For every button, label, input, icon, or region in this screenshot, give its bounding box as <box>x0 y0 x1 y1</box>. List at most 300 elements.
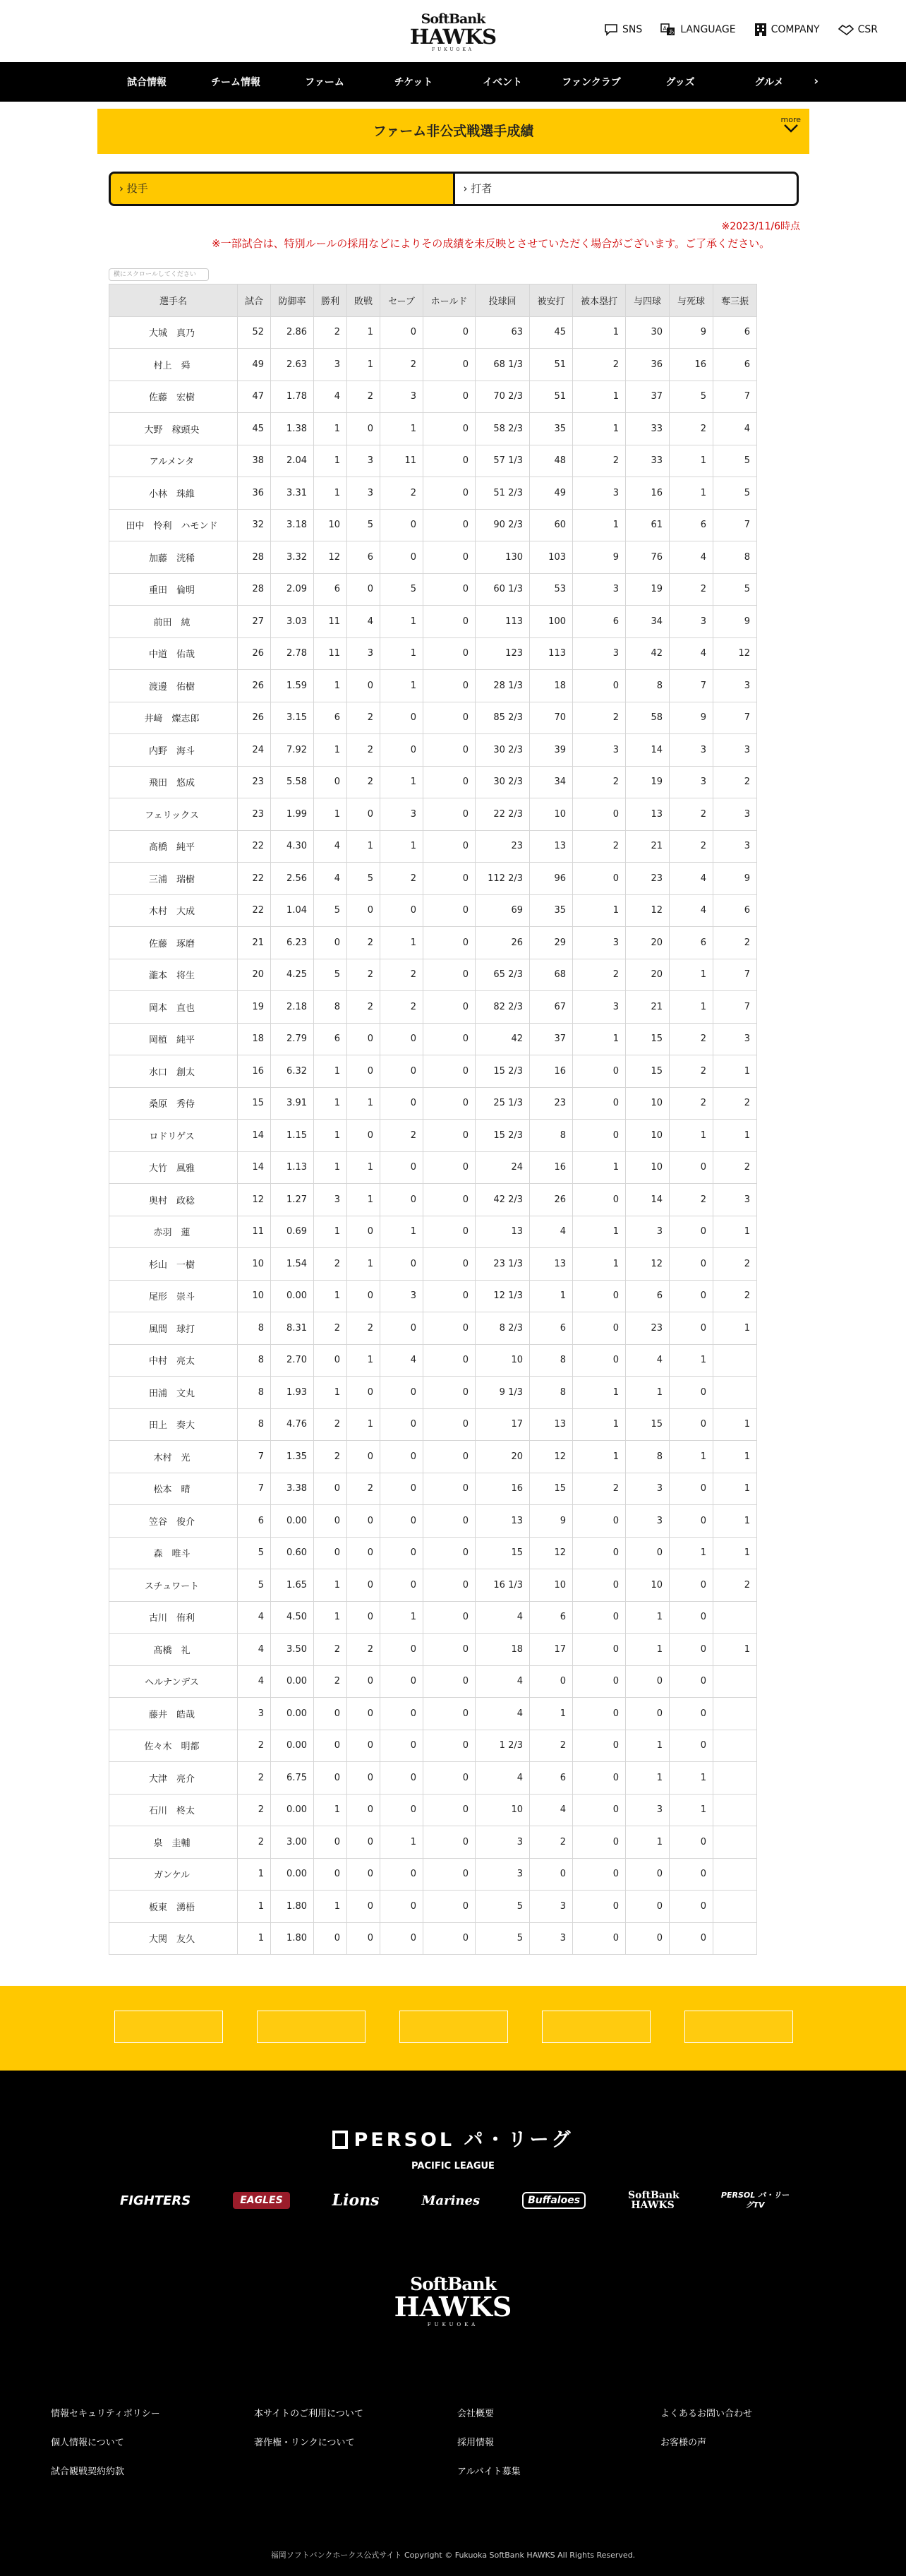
stat-cell: 1 <box>573 1441 626 1473</box>
stat-cell: 0 <box>380 1441 423 1473</box>
stat-cell: 0 <box>347 1698 380 1730</box>
player-name-cell: 加藤 洸稀 <box>109 541 238 574</box>
stat-cell: 0 <box>423 1441 476 1473</box>
stat-cell: 0 <box>670 1922 713 1955</box>
nav-item-events[interactable]: イベント <box>483 77 522 88</box>
nav-item-games[interactable]: 試合情報 <box>127 77 167 88</box>
stat-cell: 4 <box>670 894 713 927</box>
table-row <box>109 349 757 381</box>
table-row <box>109 1408 757 1441</box>
table-row <box>109 1698 757 1730</box>
stat-cell: 0 <box>670 1151 713 1184</box>
stat-cell: 1.99 <box>271 798 314 831</box>
stat-cell: 2 <box>380 959 423 991</box>
stat-cell: 0 <box>380 894 423 927</box>
player-name-cell: 佐藤 宏樹 <box>109 381 238 413</box>
stat-cell: 3 <box>713 1184 757 1216</box>
stat-cell: 4 <box>626 1344 670 1377</box>
stat-cell: 0 <box>380 1184 423 1216</box>
stat-cell: 0 <box>380 1762 423 1795</box>
stat-cell: 67 <box>530 991 573 1024</box>
player-name-cell: 重田 倫明 <box>109 573 238 606</box>
stat-cell: 0 <box>626 1698 670 1730</box>
player-name-cell: 中村 亮太 <box>109 1344 238 1377</box>
stat-cell: 112 2/3 <box>476 863 530 895</box>
stat-cell: 2 <box>670 1055 713 1088</box>
stat-cell: 6 <box>238 1505 271 1538</box>
stat-cell: 1 <box>314 798 347 831</box>
footer-link[interactable]: 会社概要 <box>457 2409 495 2419</box>
stat-cell: 10 <box>476 1794 530 1826</box>
table-row <box>109 1312 757 1345</box>
player-name-cell: 三浦 瑞樹 <box>109 863 238 895</box>
player-name-cell: 小林 珠維 <box>109 477 238 510</box>
stat-cell: 1 <box>670 445 713 477</box>
stat-cell: 1 <box>530 1280 573 1312</box>
global-nav <box>0 62 906 102</box>
player-name-cell: 風間 球打 <box>109 1312 238 1345</box>
header-link-company[interactable]: COMPANY <box>754 23 820 37</box>
chevron-right-icon: › <box>463 182 471 195</box>
stat-cell: 1.38 <box>271 413 314 445</box>
stat-cell: 0 <box>670 1698 713 1730</box>
footer-link[interactable]: 著作権・リンクについて <box>254 2438 355 2448</box>
table-header-row <box>109 284 757 317</box>
table-row <box>109 1120 757 1152</box>
table-row <box>109 1858 757 1891</box>
stat-cell: 0 <box>314 1344 347 1377</box>
stat-cell: 69 <box>476 894 530 927</box>
player-name-cell: 渡邊 佑樹 <box>109 670 238 702</box>
stat-cell: 0 <box>423 1184 476 1216</box>
stat-cell: 8 <box>238 1312 271 1345</box>
stat-cell: 9 1/3 <box>476 1377 530 1409</box>
stat-cell: 0 <box>380 1698 423 1730</box>
stat-cell: 34 <box>626 606 670 638</box>
stat-cell <box>713 1344 757 1377</box>
team-logo-fighters[interactable]: FIGHTERS <box>120 2193 191 2208</box>
stat-cell: 4 <box>238 1601 271 1634</box>
stat-cell: 0.00 <box>271 1698 314 1730</box>
footer-link[interactable]: 本サイトのご利用について <box>254 2409 363 2419</box>
stat-cell: 1 <box>314 1055 347 1088</box>
stat-cell: 0 <box>347 1505 380 1538</box>
stat-cell: 0 <box>347 1891 380 1923</box>
stat-cell: 1 <box>314 1120 347 1152</box>
footer-link[interactable]: 採用情報 <box>457 2438 495 2448</box>
stat-cell: 4.50 <box>271 1601 314 1634</box>
stat-cell: 0 <box>670 1665 713 1698</box>
stat-cell: 3 <box>713 1023 757 1055</box>
stat-cell: 3 <box>670 734 713 767</box>
footer-link[interactable]: よくあるお問い合わせ <box>660 2409 753 2419</box>
stat-cell: 2 <box>347 702 380 734</box>
stat-cell: 15 <box>476 1537 530 1569</box>
footer-link[interactable]: お客様の声 <box>660 2438 707 2448</box>
stat-cell: 2 <box>713 766 757 798</box>
stat-cell: 4 <box>670 863 713 895</box>
stat-cell <box>713 1665 757 1698</box>
stat-cell: 1 <box>626 1826 670 1859</box>
player-name-cell: ガンケル <box>109 1858 238 1891</box>
stat-cell: 82 2/3 <box>476 991 530 1024</box>
stat-cell: 0 <box>347 1216 380 1248</box>
footer-link[interactable]: 試合観戦契約約款 <box>51 2467 125 2477</box>
stat-cell: 5 <box>347 509 380 541</box>
footer-link[interactable]: 個人情報について <box>51 2438 124 2448</box>
stat-cell: 0 <box>347 573 380 606</box>
nav-item-goods[interactable]: グッズ <box>665 77 695 88</box>
stat-cell: 9 <box>670 316 713 349</box>
stat-cell: 96 <box>530 863 573 895</box>
stat-cell: 22 2/3 <box>476 798 530 831</box>
player-name-cell: ロドリゲス <box>109 1120 238 1152</box>
stat-cell: 6 <box>573 606 626 638</box>
stat-cell: 100 <box>530 606 573 638</box>
banner-4[interactable] <box>542 2011 651 2043</box>
stat-cell: 23 <box>626 863 670 895</box>
stat-cell: 1 <box>670 1120 713 1152</box>
table-row <box>109 959 757 991</box>
stat-cell: 2 <box>238 1730 271 1762</box>
footer-link[interactable]: 情報セキュリティポリシー <box>51 2409 160 2419</box>
stat-cell: 1 <box>347 1344 380 1377</box>
stat-cell: 10 <box>238 1280 271 1312</box>
stat-cell: 0.00 <box>271 1665 314 1698</box>
stat-cell: 0 <box>423 445 476 477</box>
nav-item-farm[interactable]: ファーム <box>305 77 344 88</box>
stat-cell: 1 <box>530 1698 573 1730</box>
stat-cell: 0 <box>423 1569 476 1602</box>
nav-item-gourmet[interactable]: グルメ <box>754 77 784 88</box>
stat-cell: 19 <box>238 991 271 1024</box>
stat-cell: 0 <box>423 991 476 1024</box>
stat-cell: 13 <box>626 798 670 831</box>
stat-cell: 0 <box>626 1922 670 1955</box>
stat-cell: 39 <box>530 734 573 767</box>
table-row <box>109 702 757 734</box>
stat-cell: 5 <box>713 573 757 606</box>
stat-cell <box>713 1826 757 1859</box>
stat-cell: 3 <box>573 477 626 510</box>
stat-cell: 0 <box>573 1665 626 1698</box>
stat-cell: 2 <box>670 413 713 445</box>
table-row <box>109 606 757 638</box>
stat-cell: 7 <box>713 702 757 734</box>
stat-cell: 2.04 <box>271 445 314 477</box>
stat-cell: 2.70 <box>271 1344 314 1377</box>
stat-cell: 1.35 <box>271 1441 314 1473</box>
stat-cell: 8 <box>238 1408 271 1441</box>
stat-cell: 28 <box>238 541 271 574</box>
stat-cell: 1 <box>347 349 380 381</box>
stat-cell: 13 <box>530 830 573 863</box>
stat-cell: 1 <box>380 1216 423 1248</box>
pacific-league-label: PACIFIC LEAGUE <box>411 2161 495 2171</box>
player-name-cell: 大野 稼頭央 <box>109 413 238 445</box>
stat-cell: 2 <box>670 1023 713 1055</box>
stat-cell: 3 <box>713 798 757 831</box>
stat-cell: 5 <box>670 381 713 413</box>
table-row <box>109 477 757 510</box>
stat-cell: 0 <box>423 798 476 831</box>
nav-item-team[interactable]: チーム情報 <box>211 77 260 88</box>
stat-cell: 7 <box>238 1473 271 1505</box>
player-name-cell: 木村 光 <box>109 1441 238 1473</box>
stat-cell: 0 <box>347 1794 380 1826</box>
team-logo-buffaloes[interactable]: Buffaloes <box>522 2192 586 2209</box>
stat-cell: 4 <box>314 381 347 413</box>
stat-cell: 51 2/3 <box>476 477 530 510</box>
hawks-logo[interactable]: SoftBank HAWKS FUKUOKA <box>409 11 497 52</box>
footer-link[interactable]: アルバイト募集 <box>457 2467 521 2477</box>
stat-cell: 1 <box>314 445 347 477</box>
stat-cell: 65 2/3 <box>476 959 530 991</box>
stat-cell: 0 <box>423 1794 476 1826</box>
stat-cell: 1.80 <box>271 1891 314 1923</box>
more-button[interactable] <box>781 116 802 135</box>
chat-bubble-icon <box>604 23 618 36</box>
stat-cell: 0 <box>380 1087 423 1120</box>
stat-cell: 3 <box>573 573 626 606</box>
stat-cell: 8 <box>530 1377 573 1409</box>
stat-cell: 1 <box>573 1408 626 1441</box>
table-row <box>109 1377 757 1409</box>
stat-cell: 36 <box>238 477 271 510</box>
stat-cell: 6 <box>530 1312 573 1345</box>
player-name-cell: 奥村 政稔 <box>109 1184 238 1216</box>
stat-cell: 0 <box>423 1087 476 1120</box>
stat-cell: 33 <box>626 413 670 445</box>
team-logo-hawks[interactable]: SoftBank HAWKS <box>628 2190 680 2212</box>
stat-cell: 0 <box>380 702 423 734</box>
stat-cell: 1 <box>713 1120 757 1152</box>
stat-cell: 1 <box>713 1216 757 1248</box>
stat-cell: 11 <box>314 637 347 670</box>
tab-pitcher[interactable] <box>111 174 455 204</box>
stat-cell: 0 <box>573 1794 626 1826</box>
stat-cell: 0 <box>380 1312 423 1345</box>
stat-cell <box>713 1794 757 1826</box>
stat-cell: 20 <box>626 959 670 991</box>
header-link-sns[interactable]: SNS <box>604 23 642 37</box>
stat-cell: 15 <box>238 1087 271 1120</box>
stat-cell: 0 <box>423 509 476 541</box>
column-header: 試合 <box>238 284 271 317</box>
stat-cell: 6 <box>314 573 347 606</box>
pacific-league-tv-logo[interactable]: PERSOL パ・リーグTV <box>720 2191 790 2210</box>
stat-cell: 20 <box>476 1441 530 1473</box>
stat-cell: 1 <box>670 1537 713 1569</box>
stat-cell: 12 <box>530 1537 573 1569</box>
banner-5[interactable] <box>684 2011 793 2043</box>
stat-cell: 3 <box>314 1184 347 1216</box>
stat-cell: 7 <box>670 670 713 702</box>
stat-cell: 1 <box>573 894 626 927</box>
stat-cell: 1 <box>670 991 713 1024</box>
team-logo-eagles[interactable]: EAGLES <box>233 2192 289 2209</box>
nav-item-fanclub[interactable]: ファンクラブ <box>562 77 621 88</box>
table-row <box>109 541 757 574</box>
stat-cell: 1 <box>347 1408 380 1441</box>
stat-cell: 0 <box>670 1216 713 1248</box>
stat-cell: 1 <box>380 830 423 863</box>
player-name-cell: フェリックス <box>109 798 238 831</box>
table-row <box>109 381 757 413</box>
stat-cell: 34 <box>530 766 573 798</box>
stat-cell: 16 <box>476 1473 530 1505</box>
stat-cell: 7 <box>713 959 757 991</box>
stat-cell: 2.18 <box>271 991 314 1024</box>
stat-cell: 1.80 <box>271 1922 314 1955</box>
stat-cell: 2.09 <box>271 573 314 606</box>
stat-cell: 3 <box>314 349 347 381</box>
column-header: 被本塁打 <box>573 284 626 317</box>
stat-cell: 14 <box>238 1120 271 1152</box>
stat-cell: 1 <box>713 1408 757 1441</box>
stat-cell: 0 <box>573 1505 626 1538</box>
banner-3[interactable] <box>399 2011 508 2043</box>
stat-cell: 2 <box>573 349 626 381</box>
persol-pacific-league-logo[interactable] <box>0 2124 906 2152</box>
stat-cell: 90 2/3 <box>476 509 530 541</box>
nav-item-tickets[interactable]: チケット <box>394 77 433 88</box>
stat-cell: 103 <box>530 541 573 574</box>
stat-cell <box>713 1698 757 1730</box>
stat-cell: 10 <box>626 1120 670 1152</box>
stat-cell: 0 <box>347 1762 380 1795</box>
stat-cell: 0 <box>423 1891 476 1923</box>
stat-cell: 51 <box>530 381 573 413</box>
tab-batter[interactable] <box>455 174 797 204</box>
stat-cell: 10 <box>530 1569 573 1602</box>
stat-cell: 0 <box>423 1698 476 1730</box>
banner-1[interactable] <box>114 2011 223 2043</box>
stat-cell: 1 <box>713 1505 757 1538</box>
stat-cell: 1.54 <box>271 1248 314 1281</box>
stat-cell: 3.32 <box>271 541 314 574</box>
stat-cell: 30 2/3 <box>476 766 530 798</box>
stat-cell: 9 <box>670 702 713 734</box>
stat-cell: 0.00 <box>271 1280 314 1312</box>
stat-cell: 0 <box>423 606 476 638</box>
stat-cell: 0 <box>347 1120 380 1152</box>
stat-cell: 2 <box>238 1794 271 1826</box>
table-row <box>109 1922 757 1955</box>
stat-cell: 0 <box>423 1730 476 1762</box>
header-link-csr[interactable]: CSR <box>838 23 878 37</box>
stats-table-wrapper[interactable] <box>109 284 800 1955</box>
stat-cell: 2 <box>670 830 713 863</box>
team-logo-marines[interactable]: Marines <box>421 2193 481 2208</box>
stat-cell: 0 <box>314 1762 347 1795</box>
stat-cell: 26 <box>238 637 271 670</box>
player-name-cell: 泉 圭輔 <box>109 1826 238 1859</box>
chevron-right-icon: › <box>119 182 127 195</box>
stat-cell: 0 <box>423 1055 476 1088</box>
stat-cell: 0 <box>380 1055 423 1088</box>
stat-cell: 3.03 <box>271 606 314 638</box>
stat-cell: 2.86 <box>271 316 314 349</box>
stat-cell: 58 <box>626 702 670 734</box>
footer-hawks-logo[interactable]: SoftBank HAWKS FUKUOKA <box>394 2274 512 2328</box>
stat-cell: 2 <box>530 1730 573 1762</box>
table-row <box>109 1794 757 1826</box>
stat-cell: 0 <box>573 798 626 831</box>
stat-cell <box>713 1891 757 1923</box>
stat-cell: 24 <box>476 1151 530 1184</box>
player-name-cell: 佐々木 明都 <box>109 1730 238 1762</box>
stat-cell: 0 <box>423 1634 476 1666</box>
stat-cell: 1 <box>713 1473 757 1505</box>
stat-cell: 6 <box>670 509 713 541</box>
column-header: 勝利 <box>314 284 347 317</box>
stat-cell: 10 <box>238 1248 271 1281</box>
stat-cell: 4.25 <box>271 959 314 991</box>
stat-cell: 1 <box>670 959 713 991</box>
stat-cell: 8.31 <box>271 1312 314 1345</box>
stat-cell: 2 <box>314 1408 347 1441</box>
player-name-cell: 田浦 文丸 <box>109 1377 238 1409</box>
player-name-cell: 大津 亮介 <box>109 1762 238 1795</box>
handshake-icon <box>838 23 854 36</box>
stat-cell: 0 <box>626 1891 670 1923</box>
stat-cell: 70 2/3 <box>476 381 530 413</box>
stat-cell: 2 <box>347 959 380 991</box>
player-name-cell: 髙橋 純平 <box>109 830 238 863</box>
stat-cell: 20 <box>626 927 670 959</box>
stat-cell: 2 <box>314 1634 347 1666</box>
stat-cell: 8 <box>238 1377 271 1409</box>
stat-cell: 0 <box>423 573 476 606</box>
stat-cell: 9 <box>713 863 757 895</box>
banner-2[interactable] <box>257 2011 366 2043</box>
stat-cell: 5 <box>347 863 380 895</box>
stat-cell: 68 1/3 <box>476 349 530 381</box>
stat-cell: 0 <box>423 1537 476 1569</box>
stat-cell: 16 1/3 <box>476 1569 530 1602</box>
stat-cell: 8 <box>626 670 670 702</box>
stat-cell: 0.60 <box>271 1537 314 1569</box>
header-link-language[interactable]: A あ LANGUAGE <box>660 23 735 37</box>
stat-cell: 0 <box>380 1634 423 1666</box>
stat-cell: 10 <box>626 1087 670 1120</box>
table-row <box>109 1730 757 1762</box>
stat-cell: 2 <box>713 1151 757 1184</box>
stat-cell: 2 <box>573 1473 626 1505</box>
stat-cell: 0 <box>423 1601 476 1634</box>
table-row <box>109 1665 757 1698</box>
stat-cell: 0 <box>670 1569 713 1602</box>
stat-cell: 13 <box>476 1216 530 1248</box>
stat-cell: 1 <box>626 1762 670 1795</box>
stat-cell: 12 <box>713 637 757 670</box>
stat-cell: 0 <box>347 1569 380 1602</box>
nav-next-arrow-icon[interactable]: › <box>814 74 819 88</box>
team-logo-lions[interactable]: Lions <box>332 2191 380 2210</box>
stat-cell: 45 <box>530 316 573 349</box>
table-row <box>109 766 757 798</box>
stat-cell: 1 <box>314 1377 347 1409</box>
table-row <box>109 1023 757 1055</box>
column-header: セーブ <box>380 284 423 317</box>
table-row <box>109 830 757 863</box>
stat-cell: 61 <box>626 509 670 541</box>
stat-cell: 1 <box>380 1826 423 1859</box>
table-row <box>109 1344 757 1377</box>
stat-cell: 5 <box>314 894 347 927</box>
stat-cell: 1 <box>573 509 626 541</box>
